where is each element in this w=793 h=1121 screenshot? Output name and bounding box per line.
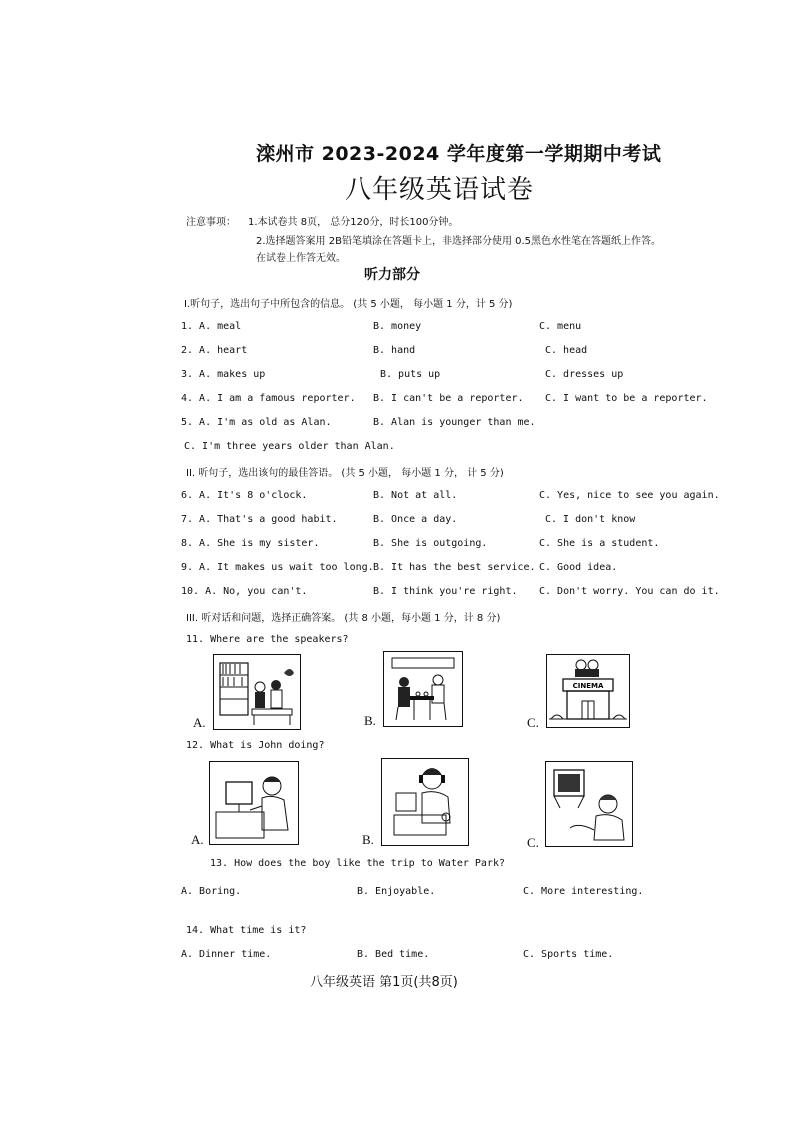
notice-label: 注意事项： xyxy=(186,217,236,228)
restaurant-scene-icon xyxy=(384,652,462,726)
q5-option-a: 5. A. I'm as old as Alan. xyxy=(181,417,332,428)
q2-option-c: C. head xyxy=(545,345,588,356)
q6-option-c: C. Yes, nice to see you again. xyxy=(539,490,720,501)
q3-option-a: 3. A. makes up xyxy=(181,369,266,380)
q4-option-a: 4. A. I am a famous reporter. xyxy=(181,393,356,404)
q10-option-a: 10. A. No, you can't. xyxy=(181,586,308,597)
q12-picture-c-tv xyxy=(545,761,633,847)
q11-label-a: A. xyxy=(193,715,206,730)
q13-option-c: C. More interesting. xyxy=(523,886,644,897)
q12-question: 12. What is John doing? xyxy=(186,740,325,751)
q7-option-c: C. I don't know xyxy=(545,514,636,525)
q2-option-a: 2. A. heart xyxy=(181,345,248,356)
q12-label-c: C. xyxy=(527,835,539,850)
exam-subtitle: 八年级英语试卷 xyxy=(345,175,535,205)
exam-title: 滦州市 2023-2024 学年度第一学期期中考试 xyxy=(256,143,662,165)
q9-option-a: 9. A. It makes us wait too long. xyxy=(181,562,374,573)
notice-line-2: 2.选择题答案用 2B铅笔填涂在答题卡上，非选择部分使用 0.5黑色水性笔在答题纸上作答。 xyxy=(256,236,662,247)
page-footer: 八年级英语 第1页(共8页) xyxy=(310,975,458,990)
q11-picture-b-restaurant xyxy=(383,651,463,727)
q13-question: 13. How does the boy like the trip to Water Park? xyxy=(210,858,506,869)
q8-option-b: B. She is outgoing. xyxy=(373,538,488,549)
q6-option-b: B. Not at all. xyxy=(373,490,458,501)
q3-option-b: B. puts up xyxy=(380,369,441,380)
q14-option-a: A. Dinner time. xyxy=(181,949,272,960)
q4-option-c: C. I want to be a reporter. xyxy=(545,393,708,404)
library-scene-icon xyxy=(214,655,300,729)
q9-option-b: B. It has the best service. xyxy=(373,562,536,573)
q11-label-b: B. xyxy=(364,713,376,728)
q6-option-a: 6. A. It's 8 o'clock. xyxy=(181,490,308,501)
boy-at-computer-icon xyxy=(210,762,298,844)
q13-option-b: B. Enjoyable. xyxy=(357,886,436,897)
notice-line-3: 在试卷上作答无效。 xyxy=(256,253,346,264)
boy-watching-tv-icon xyxy=(546,762,632,846)
q7-option-a: 7. A. That's a good habit. xyxy=(181,514,338,525)
part1-heading: I.听句子，选出句子中所包含的信息。 (共 5 小题， 每小题 1 分，计 5 分) xyxy=(184,299,513,310)
q11-picture-c-cinema xyxy=(546,654,630,728)
section-listening: 听力部分 xyxy=(364,267,420,283)
q14-question: 14. What time is it? xyxy=(186,925,307,936)
q11-label-c: C. xyxy=(527,715,539,730)
q14-option-b: B. Bed time. xyxy=(357,949,430,960)
q12-picture-b-music xyxy=(381,758,469,846)
q11-picture-a-library xyxy=(213,654,301,730)
boy-with-headphones-icon xyxy=(382,759,468,845)
q4-option-b: B. I can't be a reporter. xyxy=(373,393,524,404)
q7-option-b: B. Once a day. xyxy=(373,514,458,525)
q11-question: 11. Where are the speakers? xyxy=(186,634,349,645)
q10-option-b: B. I think you're right. xyxy=(373,586,518,597)
q12-label-a: A. xyxy=(191,832,204,847)
q1-option-c: C. menu xyxy=(539,321,582,332)
q5-option-c: C. I'm three years older than Alan. xyxy=(184,441,395,452)
q3-option-c: C. dresses up xyxy=(545,369,624,380)
q14-option-c: C. Sports time. xyxy=(523,949,614,960)
cinema-sign-text: CINEMA xyxy=(572,682,604,690)
q8-option-c: C. She is a student. xyxy=(539,538,660,549)
q5-option-b: B. Alan is younger than me. xyxy=(373,417,536,428)
q13-option-a: A. Boring. xyxy=(181,886,242,897)
q10-option-c: C. Don't worry. You can do it. xyxy=(539,586,720,597)
part3-heading: III. 听对话和问题，选择正确答案。 (共 8 小题，每小题 1 分，计 8 分) xyxy=(186,613,501,624)
q8-option-a: 8. A. She is my sister. xyxy=(181,538,320,549)
q1-option-b: B. money xyxy=(373,321,422,332)
notice-line-1: 1.本试卷共 8页， 总分120分，时长100分钟。 xyxy=(248,217,459,228)
q12-picture-a-computer xyxy=(209,761,299,845)
cinema-building-icon xyxy=(547,655,629,727)
q9-option-c: C. Good idea. xyxy=(539,562,618,573)
q1-option-a: 1. A. meal xyxy=(181,321,242,332)
q12-label-b: B. xyxy=(362,832,374,847)
part2-heading: II. 听句子，选出该句的最佳答语。 (共 5 小题， 每小题 1 分， 计 5 分) xyxy=(186,468,504,479)
q2-option-b: B. hand xyxy=(373,345,416,356)
